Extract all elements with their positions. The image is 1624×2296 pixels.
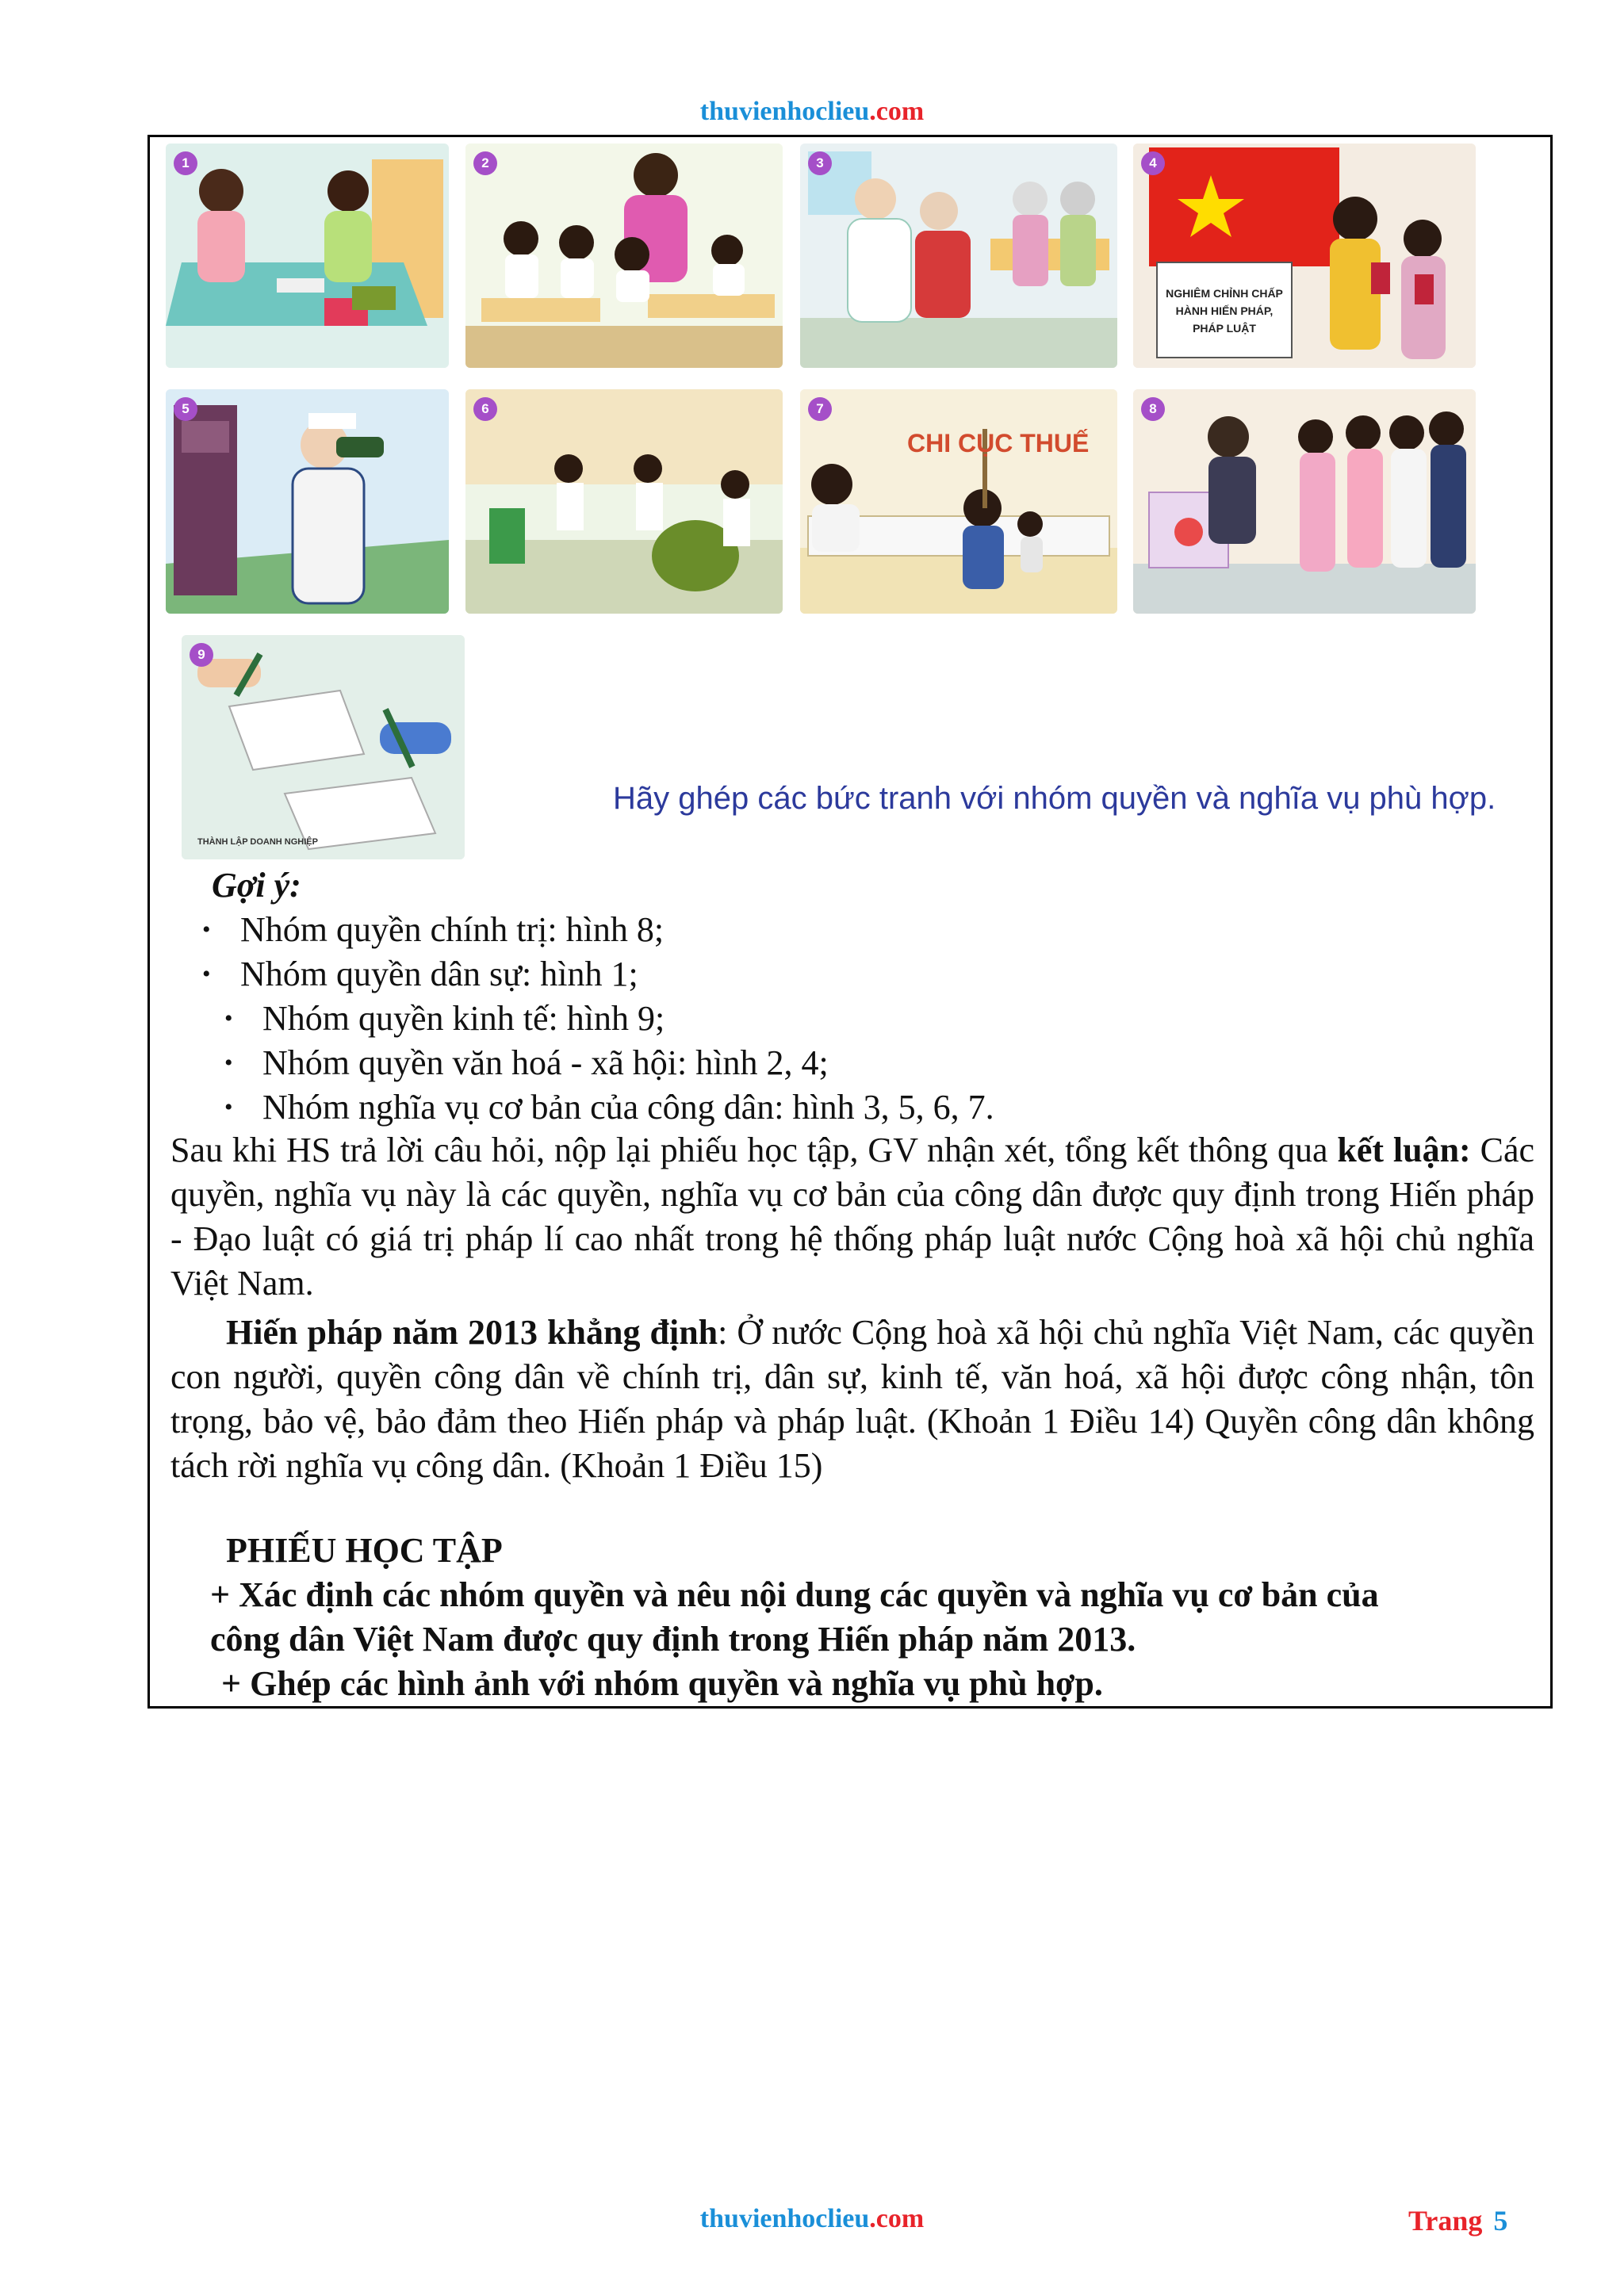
picture-number-badge: 9 bbox=[190, 643, 213, 667]
picture-number-badge: 7 bbox=[808, 397, 832, 421]
page-number-value: 5 bbox=[1493, 2205, 1508, 2237]
worksheet-task-1-line-1: + Xác định các nhóm quyền và nêu nội dung các quyền và nghĩa vụ cơ bản của bbox=[210, 1575, 1379, 1614]
constitution-rest: : Ở nước Cộng hoà xã hội chủ nghĩa Việt Nam, các quyền con người, quyền công dân về chính trị, dân sự, kinh tế, văn hoá, xã hội được công nhận, tôn trọng, bảo vệ, bảo đảm theo Hiến pháp và pháp luật. (Khoản 1 Điều 14) Quyền công dân không tách rời nghĩa vụ công dân. (Khoản 1 Điều 15) bbox=[170, 1313, 1534, 1485]
picture-number-badge: 1 bbox=[174, 151, 197, 175]
hint-title: Gợi ý: bbox=[212, 866, 301, 905]
business-caption: THÀNH LẬP DOANH NGHIỆP bbox=[197, 837, 318, 847]
picture-number-badge: 6 bbox=[473, 397, 497, 421]
border-guard-image bbox=[166, 389, 449, 614]
worksheet-task-1-line-2: công dân Việt Nam được quy định trong Hiến pháp năm 2013. bbox=[210, 1620, 1136, 1659]
illustration-7 bbox=[800, 389, 1117, 614]
illustration-9 bbox=[182, 635, 465, 859]
hint-list bbox=[202, 908, 994, 1130]
content-frame bbox=[147, 135, 1553, 1709]
picture-number-badge: 5 bbox=[174, 397, 197, 421]
illustration-2 bbox=[465, 144, 783, 368]
site-name: thuvienhoclieu bbox=[699, 97, 870, 126]
constitution-paragraph bbox=[170, 1311, 1534, 1488]
business-signing-image bbox=[182, 635, 465, 859]
illustration-3 bbox=[800, 144, 1117, 368]
page-label: Trang bbox=[1408, 2205, 1483, 2237]
footer-site-domain: .com bbox=[869, 2204, 925, 2233]
office-scene-image bbox=[166, 144, 449, 368]
cleanup-scene-image bbox=[465, 389, 783, 614]
constitution-sign-label: NGHIÊM CHỈNH CHẤP HÀNH HIẾN PHÁP, PHÁP LUẬT bbox=[1166, 287, 1283, 335]
picture-number-badge: 3 bbox=[808, 151, 832, 175]
picture-number-badge: 4 bbox=[1141, 151, 1165, 175]
illustration-1 bbox=[166, 144, 449, 368]
constitution-bold: Hiến pháp năm 2013 khẳng định bbox=[226, 1313, 718, 1352]
tax-office-sign: CHI CỤC THUẾ bbox=[907, 429, 1090, 457]
list-item: • Nhóm quyền kinh tế: hình 9; bbox=[224, 997, 994, 1041]
page-number bbox=[1408, 2204, 1507, 2237]
conclusion-paragraph bbox=[170, 1128, 1534, 1306]
conclusion-rest: Các quyền, nghĩa vụ này là các quyền, nghĩa vụ cơ bản của công dân được quy định trong Hiến pháp - Đạo luật có giá trị pháp lí cao nhất trong hệ thống pháp luật nước Cộng hoà xã hội chủ nghĩa Việt Nam. bbox=[170, 1131, 1535, 1303]
worksheet-title: PHIẾU HỌC TẬP bbox=[226, 1531, 503, 1570]
voting-scene-image bbox=[1133, 389, 1476, 614]
illustration-8 bbox=[1133, 389, 1476, 614]
picture-number-badge: 2 bbox=[473, 151, 497, 175]
conclusion-lead: Sau khi HS trả lời câu hỏi, nộp lại phiếu học tập, GV nhận xét, tổng kết thông qua bbox=[170, 1131, 1338, 1169]
picture-number-badge: 8 bbox=[1141, 397, 1165, 421]
list-item: • Nhóm quyền chính trị: hình 8; bbox=[202, 908, 994, 952]
classroom-scene-image bbox=[465, 144, 783, 368]
matching-instruction: Hãy ghép các bức tranh với nhóm quyền và nghĩa vụ phù hợp. bbox=[613, 781, 1496, 816]
list-item: • Nhóm nghĩa vụ cơ bản của công dân: hình 3, 5, 6, 7. bbox=[224, 1085, 994, 1130]
illustration-4 bbox=[1133, 144, 1476, 368]
illustration-6 bbox=[465, 389, 783, 614]
tax-office-image bbox=[800, 389, 1117, 614]
site-footer bbox=[0, 2204, 1624, 2234]
illustration-5 bbox=[166, 389, 449, 614]
list-item: • Nhóm quyền dân sự: hình 1; bbox=[202, 952, 994, 997]
site-domain: .com bbox=[869, 97, 925, 126]
conclusion-bold: kết luận: bbox=[1337, 1131, 1471, 1169]
clinic-scene-image bbox=[800, 144, 1117, 368]
list-item: • Nhóm quyền văn hoá - xã hội: hình 2, 4; bbox=[224, 1041, 994, 1085]
footer-site-name: thuvienhoclieu bbox=[699, 2204, 870, 2233]
worksheet-task-2: + Ghép các hình ảnh với nhóm quyền và nghĩa vụ phù hợp. bbox=[221, 1664, 1103, 1703]
site-header bbox=[0, 97, 1624, 127]
